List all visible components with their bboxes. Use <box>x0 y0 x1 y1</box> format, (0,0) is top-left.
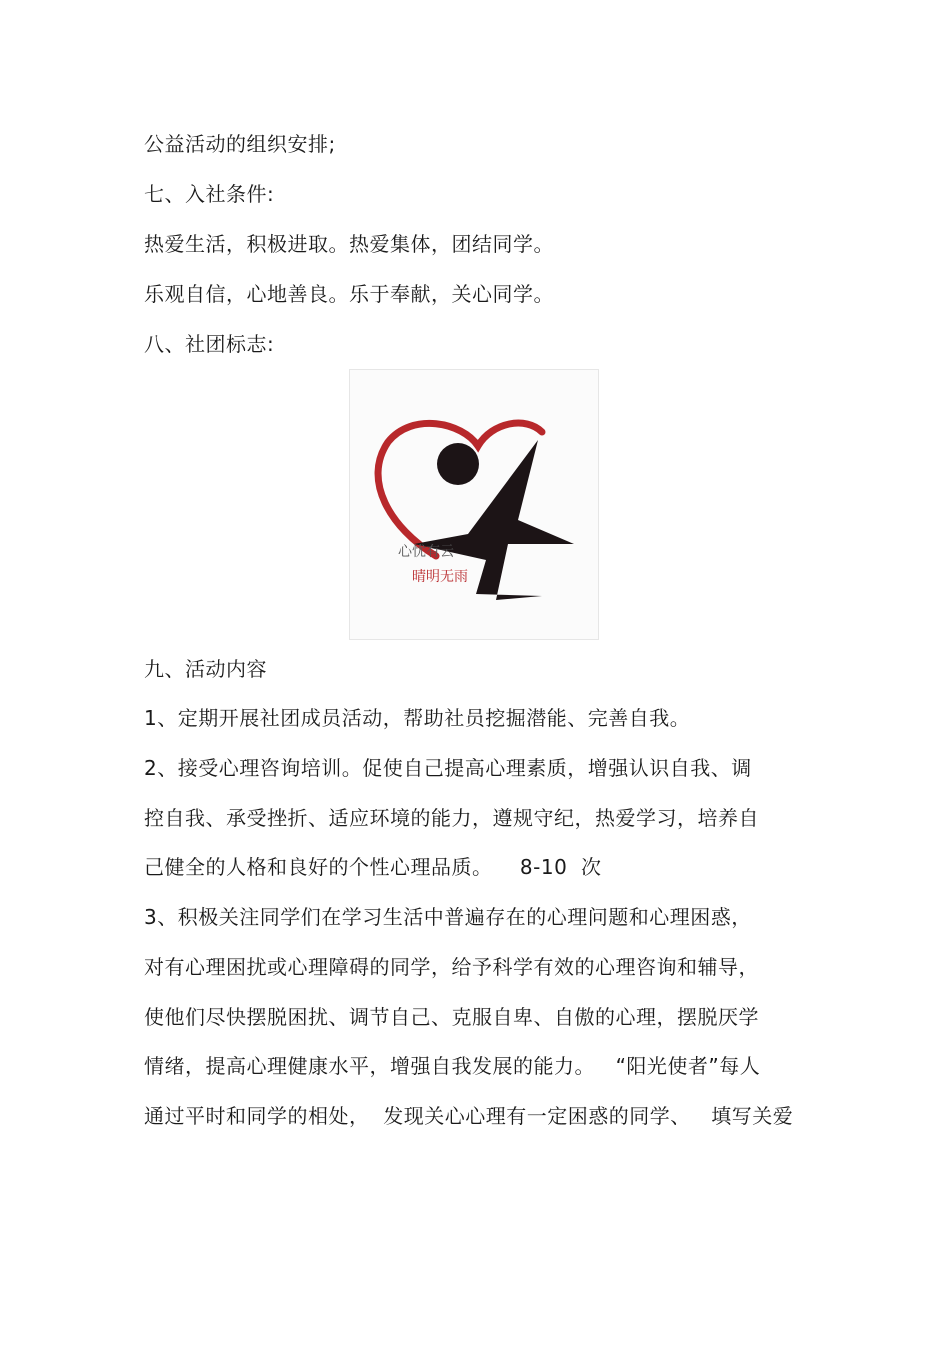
logo-motto-line-1: 心忧有云 <box>398 544 454 560</box>
club-logo <box>349 369 599 640</box>
section-heading-logo: 八、社团标志: <box>144 332 275 356</box>
club-logo-graphic <box>350 370 598 639</box>
text-line-3: 热爱生活，积极进取。热爱集体，团结同学。 <box>144 232 554 256</box>
activity-item-3-line-2: 对有心理困扰或心理障碍的同学，给予科学有效的心理咨询和辅导， <box>144 955 759 979</box>
logo-motto-line-2: 晴明无雨 <box>412 569 468 585</box>
section-heading-activities: 九、活动内容 <box>144 657 267 681</box>
activity-item-1: 1、定期开展社团成员活动，帮助社员挖掘潜能、完善自我。 <box>144 706 691 730</box>
head-circle-shape <box>437 443 479 485</box>
activity-item-3-line-1: 3、积极关注同学们在学习生活中普遍存在的心理问题和心理困惑， <box>144 905 752 929</box>
activity-item-3-line-4: 情绪，提高心理健康水平，增强自我发展的能力。 “阳光使者”每人 <box>144 1054 761 1078</box>
activity-item-2-line-2: 控自我、承受挫折、适应环境的能力，遵规守纪，热爱学习，培养自 <box>144 806 759 830</box>
text-line-4: 乐观自信，心地善良。乐于奉献，关心同学。 <box>144 282 554 306</box>
activity-item-3-line-5: 通过平时和同学的相处， 发现关心心理有一定困惑的同学、 填写关爱 <box>144 1104 794 1128</box>
activity-item-2-line-3: 己健全的人格和良好的个性心理品质。 8-10 次 <box>144 855 602 879</box>
section-heading-membership: 七、入社条件: <box>144 182 275 206</box>
activity-item-3-line-3: 使他们尽快摆脱困扰、调节自己、克服自卑、自傲的心理，摆脱厌学 <box>144 1005 759 1029</box>
text-line-1: 公益活动的组织安排; <box>144 132 336 156</box>
activity-item-2-line-1: 2、接受心理咨询培训。促使自己提高心理素质，增强认识自我、调 <box>144 756 752 780</box>
